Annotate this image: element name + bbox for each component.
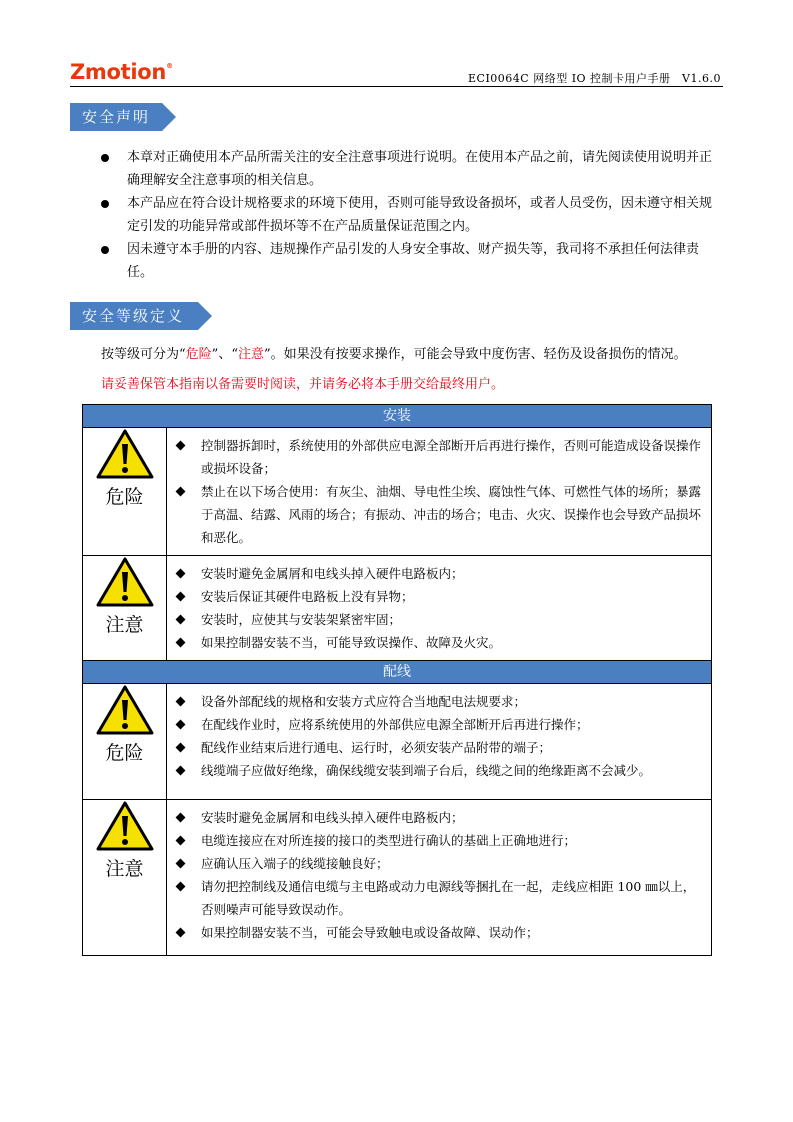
table-row bbox=[83, 428, 712, 556]
safety-level-intro: 按等级可分为“危险”、“注意”。如果没有按要求操作，可能会导致中度伤害、轻伤及设备损伤的情况。 bbox=[101, 347, 687, 362]
bullet-dot-icon bbox=[101, 200, 109, 208]
list-item: 本章对正确使用本产品所需关注的安全注意事项进行说明。在使用本产品之前，请先阅读使用说明并正确理解安全注意事项的相关信息。 bbox=[96, 146, 721, 192]
list-item: 配线作业结束后进行通电、运行时，必须安装产品附带的端子； bbox=[175, 736, 705, 759]
list-item: 请勿把控制线及通信电缆与主电路或动力电源线等捆扎在一起，走线应相距 100 ㎜以上，否则噪声可能导致误动作。 bbox=[175, 875, 705, 921]
list-item: 因未遵守本手册的内容、违规操作产品引发的人身安全事故、财产损失等，我司将不承担任何法律责任。 bbox=[96, 238, 721, 284]
list-item: 应确认压入端子的线缆接触良好； bbox=[175, 852, 705, 875]
level-cell bbox=[83, 428, 167, 556]
document-title: ECI0064C 网络型 IO 控制卡用户手册 V1.6.0 bbox=[468, 72, 721, 85]
list-item: 如果控制器安装不当，可能会导致触电或设备故障、误动作； bbox=[175, 921, 705, 944]
level-label-caution: 注意 bbox=[105, 614, 144, 636]
level-cell bbox=[83, 684, 167, 800]
diamond-bullet-icon bbox=[176, 882, 186, 892]
diamond-bullet-icon bbox=[176, 720, 186, 730]
list-item: 安装后保证其硬件电路板上没有异物； bbox=[175, 585, 705, 608]
list-item: 在配线作业时，应将系统使用的外部供应电源全部断开后再进行操作； bbox=[175, 713, 705, 736]
zmotion-logo: Zmotion® bbox=[70, 60, 173, 84]
level-term-caution: 注意 bbox=[237, 347, 264, 362]
list-item: 电缆连接应在对所连接的接口的类型进行确认的基础上正确地进行； bbox=[175, 829, 705, 852]
level-term-danger: 危险 bbox=[185, 347, 212, 362]
list-item: 如果控制器安装不当，可能导致误操作、故障及火灾。 bbox=[175, 631, 705, 654]
table-row bbox=[83, 684, 712, 800]
list-item: 设备外部配线的规格和安装方式应符合当地配电法规要求； bbox=[175, 690, 705, 713]
safety-table bbox=[82, 404, 712, 956]
list-item: 线缆端子应做好绝缘，确保线缆安装到端子台后，线缆之间的绝缘距离不会减少。 bbox=[175, 759, 705, 782]
warning-triangle-icon bbox=[95, 684, 155, 736]
level-cell bbox=[83, 800, 167, 956]
warning-triangle-icon bbox=[95, 556, 155, 608]
section-heading-safety-statement: 安全声明 bbox=[70, 103, 176, 131]
diamond-bullet-icon bbox=[176, 697, 186, 707]
list-item: 本产品应在符合设计规格要求的环境下使用，否则可能导致设备损坏，或者人员受伤，因未遵守相关规定引发的功能异常或部件损坏等不在产品质量保证范围之内。 bbox=[96, 192, 721, 238]
table-row bbox=[83, 556, 712, 661]
diamond-bullet-icon bbox=[176, 813, 186, 823]
table-band-row bbox=[83, 661, 712, 684]
list-item: 安装时避免金属屑和电线头掉入硬件电路板内； bbox=[175, 806, 705, 829]
diamond-bullet-icon bbox=[176, 638, 186, 648]
table-band-row bbox=[83, 405, 712, 428]
safekeeping-note: 请妥善保管本指南以备需要时阅读，并请务必将本手册交给最终用户。 bbox=[101, 377, 505, 392]
band-wiring: 配线 bbox=[83, 661, 712, 684]
bullet-dot-icon bbox=[101, 246, 109, 254]
level-label-danger: 危险 bbox=[105, 486, 144, 508]
bullet-dot-icon bbox=[101, 154, 109, 162]
safety-statement-list bbox=[96, 146, 721, 284]
section-heading-safety-levels: 安全等级定义 bbox=[70, 302, 212, 330]
diamond-bullet-icon bbox=[176, 487, 186, 497]
diamond-bullet-icon bbox=[176, 441, 186, 451]
level-label-caution: 注意 bbox=[105, 858, 144, 880]
items-cell bbox=[167, 428, 712, 556]
level-label-danger: 危险 bbox=[105, 742, 144, 764]
list-item: 禁止在以下场合使用：有灰尘、油烟、导电性尘埃、腐蚀性气体、可燃性气体的场所；暴露于高温、结露、风雨的场合；有振动、冲击的场合；电击、火灾、误操作也会导致产品损坏和恶化。 bbox=[175, 480, 705, 549]
items-cell bbox=[167, 684, 712, 800]
diamond-bullet-icon bbox=[176, 592, 186, 602]
table-row bbox=[83, 800, 712, 956]
diamond-bullet-icon bbox=[176, 836, 186, 846]
diamond-bullet-icon bbox=[176, 615, 186, 625]
warning-triangle-icon bbox=[95, 428, 155, 480]
diamond-bullet-icon bbox=[176, 859, 186, 869]
list-item: 控制器拆卸时，系统使用的外部供应电源全部断开后再进行操作，否则可能造成设备误操作或损坏设备； bbox=[175, 434, 705, 480]
diamond-bullet-icon bbox=[176, 766, 186, 776]
diamond-bullet-icon bbox=[176, 928, 186, 938]
level-cell bbox=[83, 556, 167, 661]
items-cell bbox=[167, 800, 712, 956]
items-cell bbox=[167, 556, 712, 661]
warning-triangle-icon bbox=[95, 800, 155, 852]
list-item: 安装时，应使其与安装架紧密牢固； bbox=[175, 608, 705, 631]
band-installation: 安装 bbox=[83, 405, 712, 428]
diamond-bullet-icon bbox=[176, 743, 186, 753]
header-divider bbox=[70, 86, 723, 87]
list-item: 安装时避免金属屑和电线头掉入硬件电路板内； bbox=[175, 562, 705, 585]
diamond-bullet-icon bbox=[176, 569, 186, 579]
